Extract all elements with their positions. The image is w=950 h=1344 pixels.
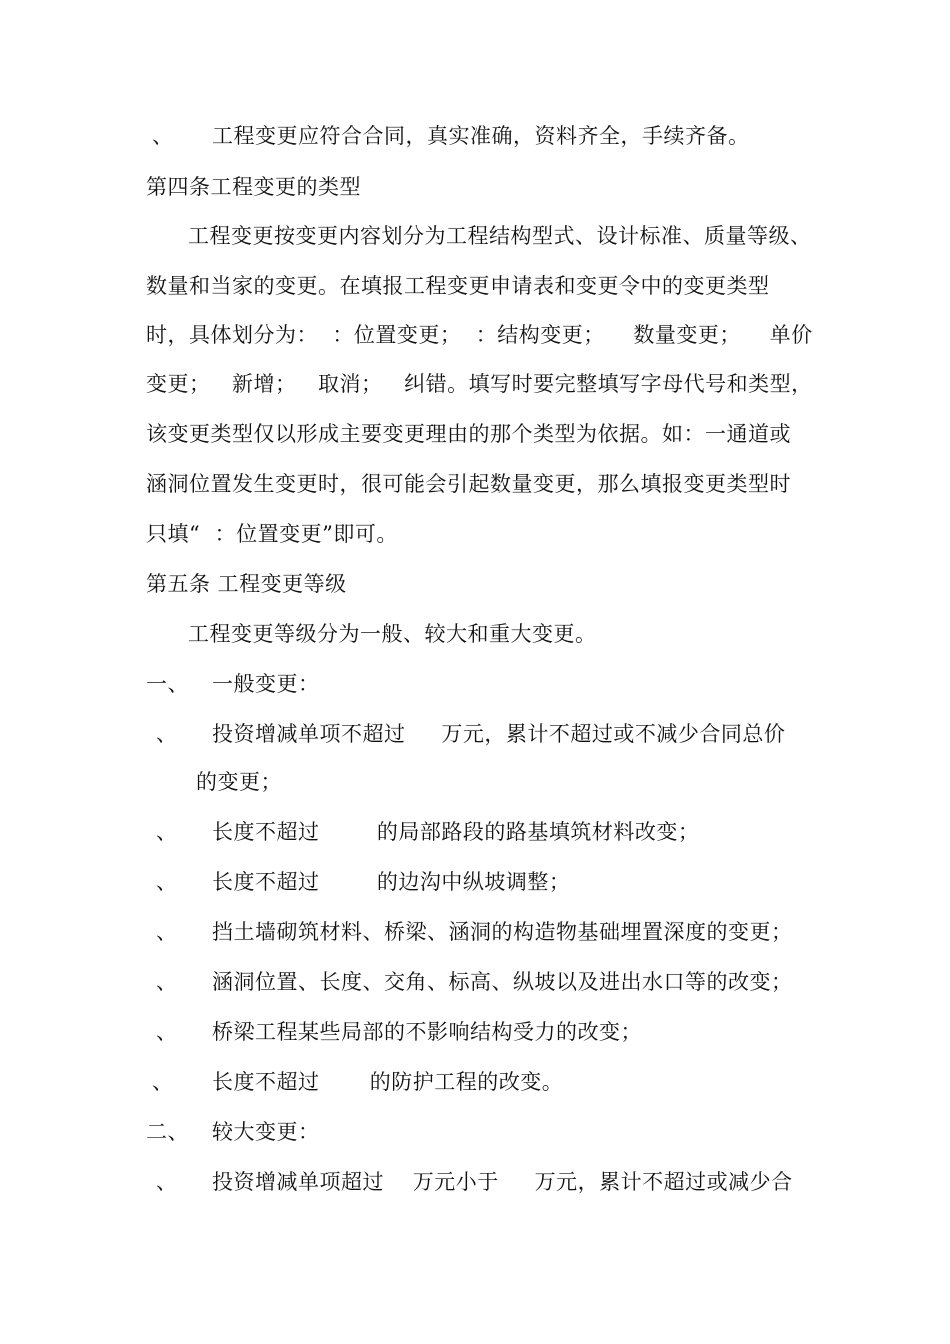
- item-text: 桥梁工程某些局部的不影响结构受力的改变；: [212, 1020, 642, 1044]
- list-item: [146, 914, 811, 950]
- list-item: [146, 1064, 811, 1100]
- item-text: 投资增减单项不超过 万元，累计不超过或不减少合同总价: [212, 722, 786, 746]
- clause-item: [146, 118, 811, 154]
- item-text: 长度不超过 的边沟中纵坡调整；: [212, 870, 571, 894]
- item-marker: 、: [156, 870, 178, 894]
- item-marker: 、: [156, 920, 178, 944]
- paragraph-line: 数量和当家的变更。在填报工程变更申请表和变更令中的变更类型: [146, 274, 770, 298]
- item-marker: 一、: [146, 672, 189, 696]
- item-text: 长度不超过 的局部路段的路基填筑材料改变；: [212, 820, 700, 844]
- list-item: [146, 814, 811, 850]
- item-text: 挡土墙砌筑材料、桥梁、涵洞的构造物基础埋置深度的变更；: [212, 920, 793, 944]
- item-marker: 、: [156, 722, 178, 746]
- paragraph-line: 工程变更按变更内容划分为工程结构型式、设计标准、质量等级、: [188, 224, 812, 248]
- list-item-continuation: 的变更；: [196, 770, 282, 794]
- item-marker: 、: [156, 1170, 178, 1194]
- item-marker: 、: [156, 820, 178, 844]
- item-marker: 二、: [146, 1120, 189, 1144]
- list-heading: [146, 1114, 811, 1150]
- section-heading: 第四条工程变更的类型: [146, 175, 361, 199]
- item-text: 较大变更：: [212, 1120, 320, 1144]
- list-item: [146, 1164, 811, 1200]
- paragraph-line: 工程变更等级分为一般、较大和重大变更。: [188, 622, 597, 646]
- list-item: [146, 864, 811, 900]
- item-text: 涵洞位置、长度、交角、标高、纵坡以及进出水口等的改变；: [212, 970, 793, 994]
- list-item: [146, 964, 811, 1000]
- list-heading: [146, 666, 811, 702]
- section-heading: 第五条 工程变更等级: [146, 572, 347, 596]
- paragraph-line: 该变更类型仅以形成主要变更理由的那个类型为依据。如：一通道或: [146, 422, 791, 446]
- item-text: 投资增减单项超过 万元小于 万元，累计不超过或减少合: [212, 1170, 793, 1194]
- paragraph-line: 只填“ ：位置变更”即可。: [146, 522, 398, 546]
- paragraph-line: 变更； 新增； 取消； 纠错。填写时要完整填写字母代号和类型，: [146, 372, 813, 396]
- item-text: 工程变更应符合合同，真实准确，资料齐全，手续齐备。: [212, 124, 750, 148]
- paragraph-line: 涵洞位置发生变更时，很可能会引起数量变更，那么填报变更类型时: [146, 472, 791, 496]
- paragraph-line: 时，具体划分为： ：位置变更； ：结构变更； 数量变更； 单价: [146, 323, 813, 347]
- item-marker: 、: [156, 1020, 178, 1044]
- item-text: 长度不超过 的防护工程的改变。: [212, 1070, 564, 1094]
- item-marker: 、: [156, 970, 178, 994]
- item-text: 一般变更：: [212, 672, 320, 696]
- list-item: [146, 1014, 811, 1050]
- item-marker: 、: [152, 124, 174, 148]
- item-marker: 、: [152, 1070, 174, 1094]
- list-item: [146, 716, 811, 752]
